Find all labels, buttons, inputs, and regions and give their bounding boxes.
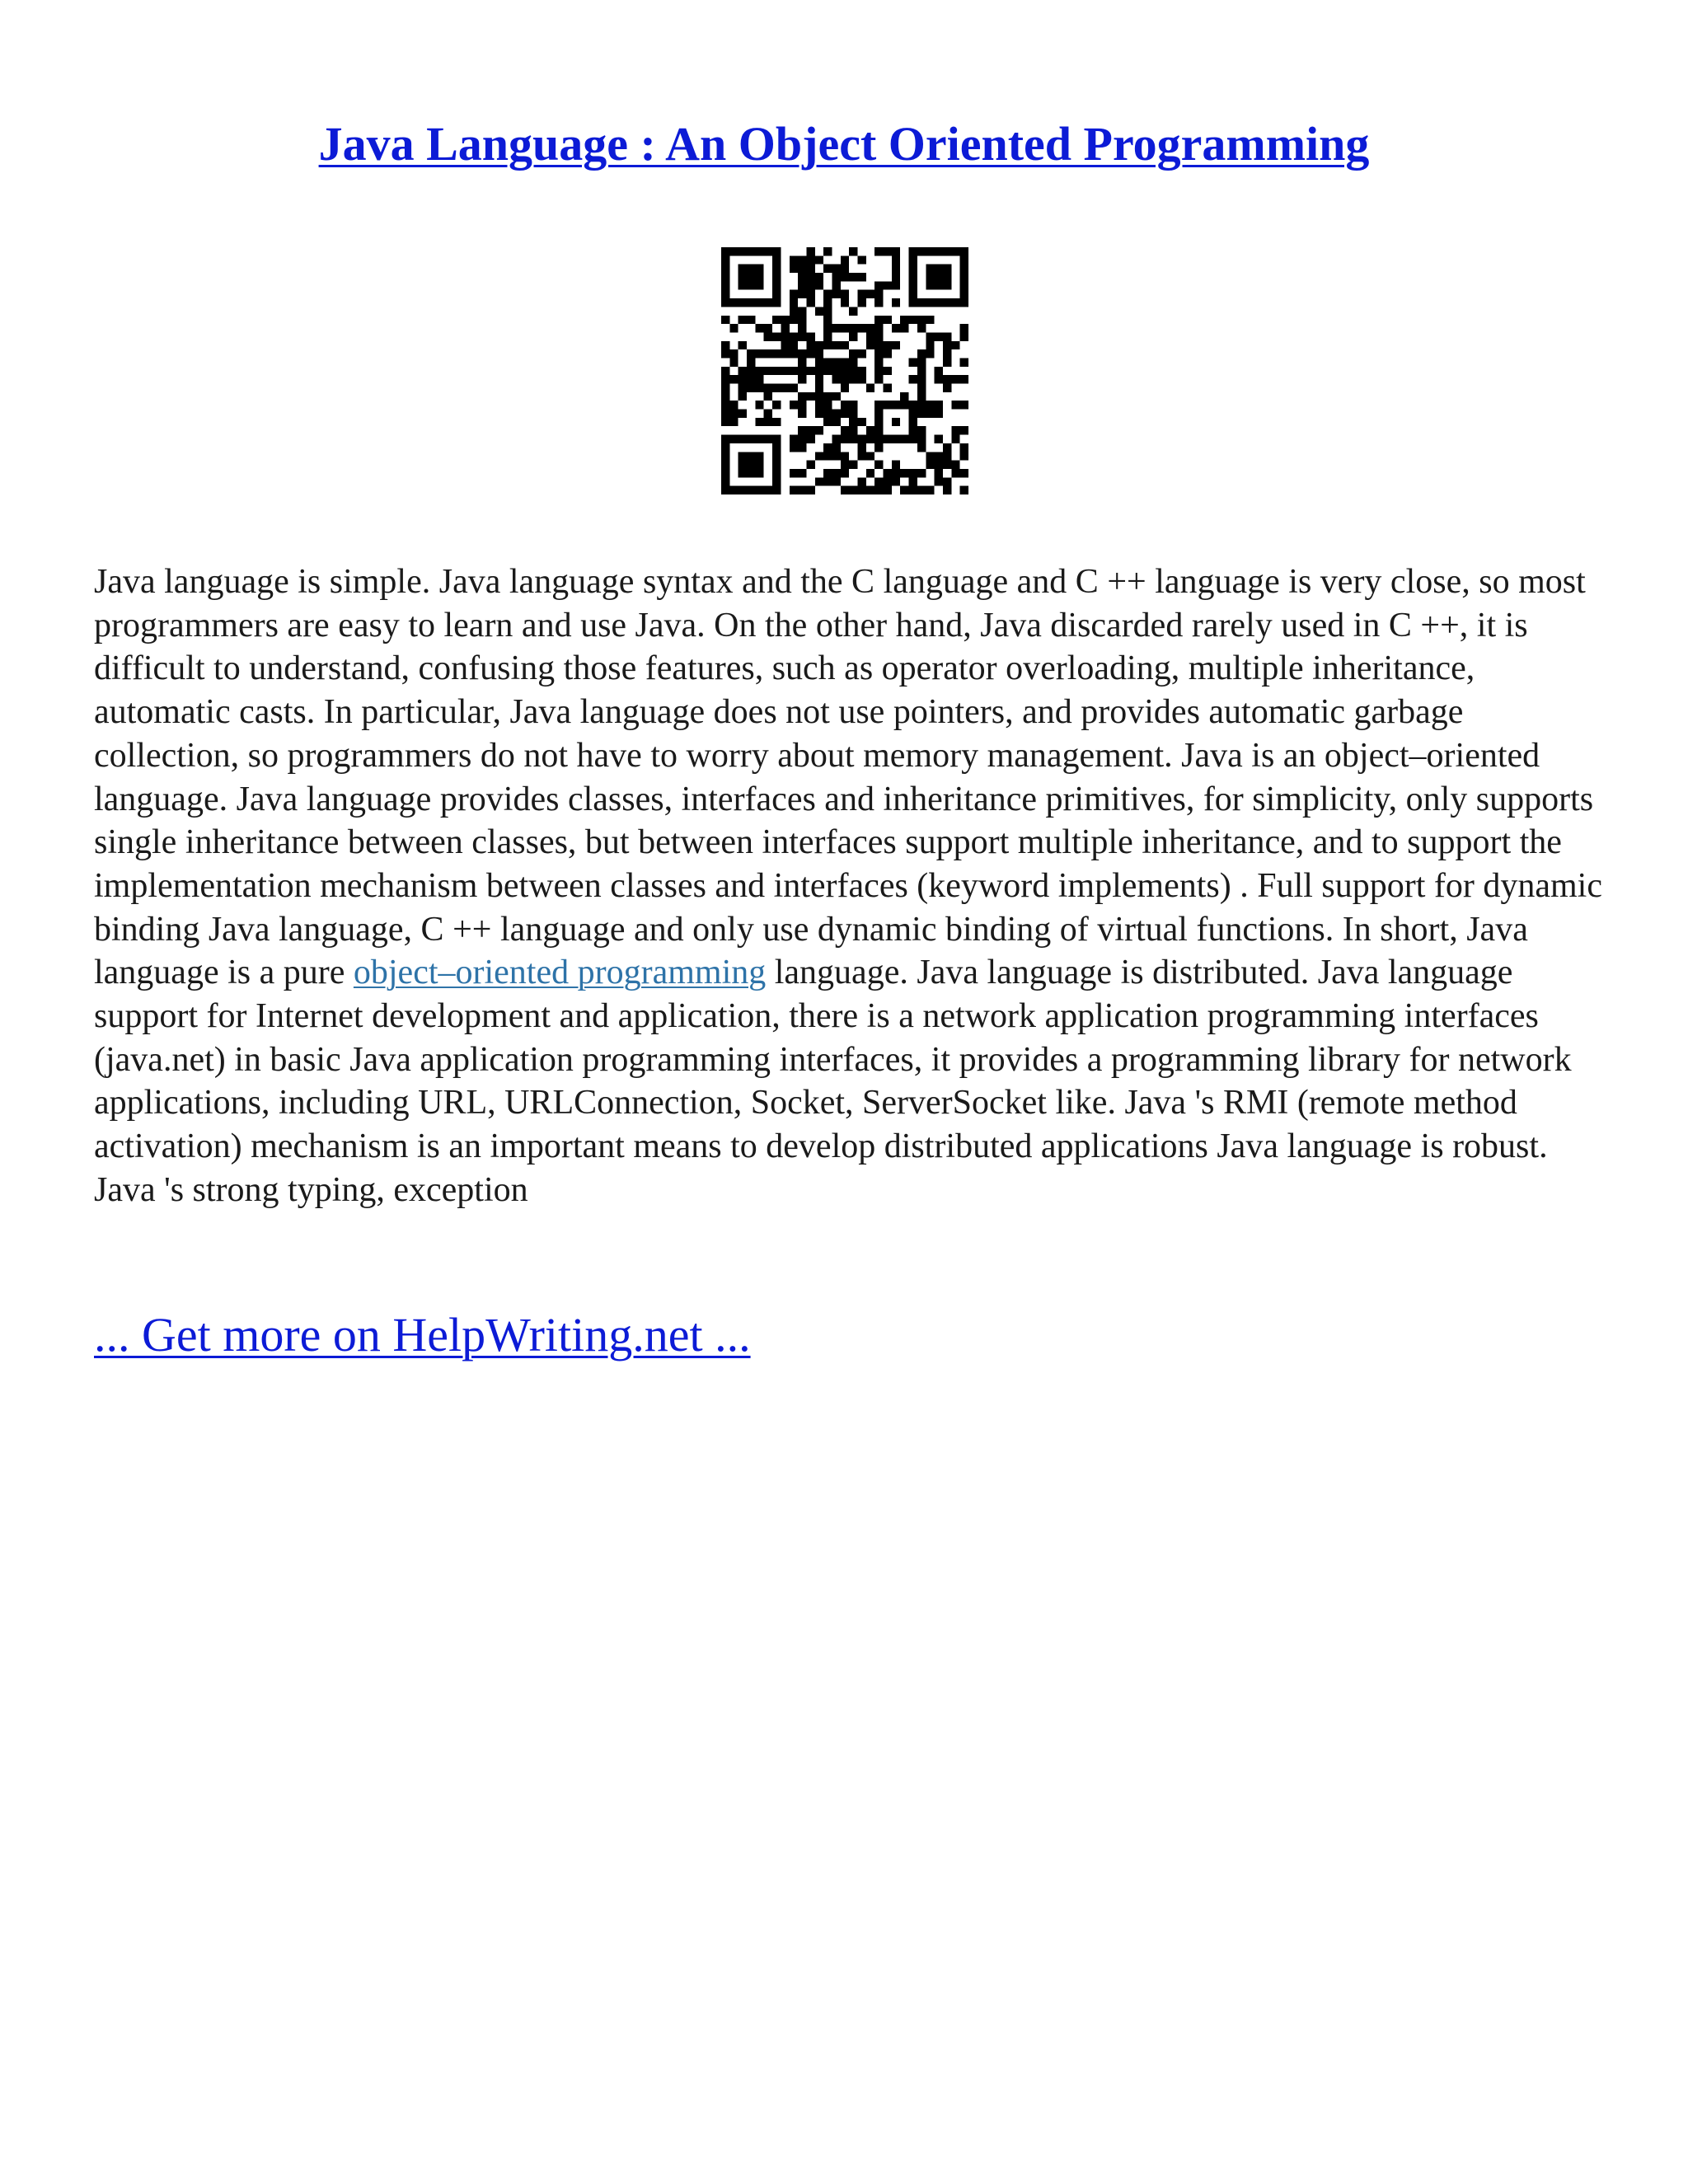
- title-link[interactable]: Java Language : An Object Oriented Programming: [318, 117, 1370, 171]
- body-text-part1: Java language is simple. Java language syntax and the C language and C ++ language is very close, so most programmers are easy to learn and use Java. On the other hand, Java discarded rarely used in C ++, it is difficult to understand, confusing those features, such as operator overloading, multiple inheritance, automatic casts. In particular, Java language does not use pointers, and provides automatic garbage collection, so programmers do not have to worry about memory management. Java is an object–oriented language. Java language provides classes, interfaces and inheritance primitives, for simplicity, only supports single inheritance between classes, but between interfaces support multiple inheritance, and to support the implementation mechanism between classes and interfaces (keyword implements) . Full support for dynamic binding Java language, C ++ language and only use dynamic binding of virtual functions. In short, Java language is a pure: [94, 563, 1602, 992]
- qr-code-icon: [721, 247, 968, 494]
- body-paragraph: [94, 560, 1602, 1212]
- page-title: [0, 115, 1688, 173]
- body-text-part2: language. Java language is distributed. Java language support for Internet development and application, there is a network application programming interfaces (java.net) in basic Java application programming interfaces, it provides a programming library for network applications, including URL, URLConnection, Socket, ServerSocket like. Java 's RMI (remote method activation) mechanism is an important means to develop distributed applications Java language is robust. Java 's strong typing, exception: [94, 954, 1572, 1209]
- qr-code: [721, 247, 968, 494]
- get-more-link[interactable]: ... Get more on HelpWriting.net ...: [94, 1308, 751, 1361]
- inline-link-oop[interactable]: object–oriented programming: [353, 954, 767, 992]
- more-link-line: [94, 1306, 751, 1364]
